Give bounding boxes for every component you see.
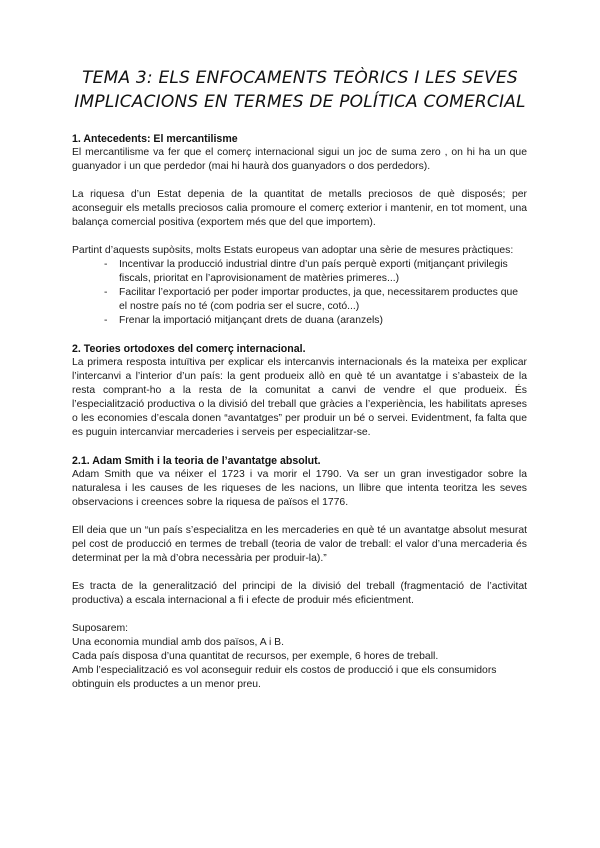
assumption-line: Una economia mundial amb dos països, A i B. — [72, 637, 284, 648]
section-2-1-paragraph-3: Es tracta de la generalització del principi de la divisió del treball (fragmentació de l’activitat productiva) a escala internacional a fi i efecte de produir més eficientment. — [72, 581, 527, 606]
section-1-paragraph-1: El mercantilisme va fer que el comerç internacional sigui un joc de suma zero , on hi ha un que guanyador i un que perdedor (mai hi haurà dos guanyadors o dos perdedors). — [72, 147, 527, 172]
section-2-1-paragraph-2: Ell deia que un “un país s’especialitza en les mercaderies en què té un avantatge absolut mesurat pel cost de producció en termes de treball (teoria de valor de treball: el valor d’una mercaderia és determinat per la mà d’obra necessària per produir-la).” — [72, 525, 527, 564]
suppose-label: Suposarem: — [72, 623, 129, 634]
document-title-line-2: IMPLICACIONS EN TERMES DE POLÍTICA COMERCIAL — [74, 92, 526, 112]
assumption-line: Cada país disposa d’una quantitat de recursos, per exemple, 6 hores de treball. — [72, 651, 439, 662]
section-1-heading: 1. Antecedents: El mercantilisme — [72, 133, 238, 145]
list-item: - Facilitar l’exportació per poder importar productes, ja que, necessitarem productes que el nostre país no té (com podria ser el sucre, cotó...) — [104, 286, 527, 314]
section-1-paragraph-2: La riquesa d’un Estat depenia de la quantitat de metalls preciosos de què disposés; per aconseguir els metalls preciosos calia promoure el comerç exterior i mantenir, en tot moment, una balança comercial positiva (exportem més que del que importem). — [72, 189, 527, 228]
measures-list — [72, 258, 527, 328]
list-item: - Frenar la importació mitjançant drets de duana (aranzels) — [104, 314, 527, 328]
assumption-line: Amb l’especialització es vol aconseguir reduir els costos de producció i que els consumidors obtinguin els productes a un menor preu. — [72, 665, 497, 690]
section-2-paragraph-1: La primera resposta intuïtiva per explicar els intercanvis internacionals és la mateixa per explicar l’intercanvi a l’interior d’un país: la gent produeix allò en què té un avantatge i s’abasteix de la resta comprant-ho a la resta de la comunitat a canvi de vendre el que produeix. És l’especialització productiva o la divisió del treball que gràcies a l’experiència, les habilitats apreses o les economies d’escala donen “avantatges” per produir un bé o servei. Evidentment, fa falta que es puguin intercanviar mercaderies i serveis per especialitzar-se. — [72, 357, 527, 438]
section-2-1-heading: 2.1. Adam Smith i la teoria de l’avantatge absolut. — [72, 455, 321, 467]
document-title-line-1: TEMA 3: ELS ENFOCAMENTS TEÒRICS I LES SEVES — [82, 68, 518, 88]
section-1-paragraph-3: Partint d’aquests supòsits, molts Estats europeus van adoptar una sèrie de mesures pràctiques: — [72, 245, 514, 256]
list-item: - Incentivar la producció industrial dintre d’un país perquè exporti (mitjançant privilegis fiscals, prioritat en l’aprovisionament de matèries primeres...) — [104, 258, 527, 286]
section-2-1-paragraph-1: Adam Smith que va néixer el 1723 i va morir el 1790. Va ser un gran investigador sobre la naturalesa i les causes de les riqueses de les nacions, un llibre que intenta teoritza les seves observacions i creences sobre la riquesa de països el 1776. — [72, 469, 527, 508]
document-body — [72, 132, 527, 692]
section-2-heading: 2. Teories ortodoxes del comerç internacional. — [72, 343, 306, 355]
